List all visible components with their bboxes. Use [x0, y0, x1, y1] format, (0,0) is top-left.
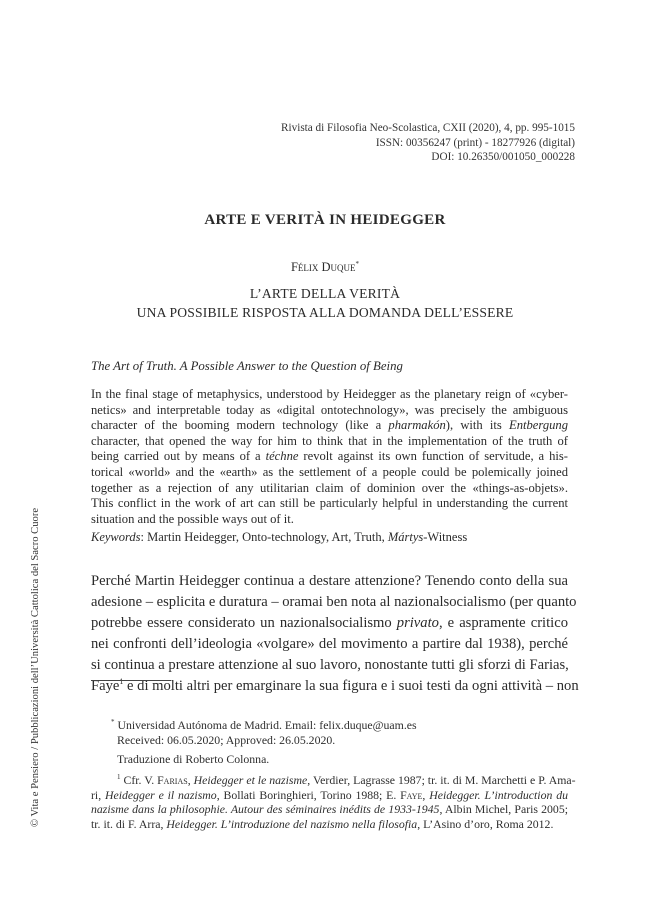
journal-header [281, 121, 575, 165]
abstract-line: torical «world» and the «earth» as the settlement of a people could be polemically joined [91, 464, 568, 479]
footnote-affiliation [111, 718, 417, 747]
body-line: potrebbe essere considerato un nazionalsocialismo privato, e aspramente critico [91, 615, 568, 631]
footnote-1-line: nazisme dans la philosophie. Autour des séminaires inédits de 1933-1945, Albin Michel, Paris 2005; [91, 802, 569, 817]
body-line: Perché Martin Heidegger continua a destare attenzione? Tenendo conto della sua [91, 573, 568, 589]
article-title: ARTE E VERITÀ IN HEIDEGGER [204, 212, 446, 228]
body-line: nei confronti dell’ideologia «volgare» del movimento a partire dal 1938), perché [91, 636, 568, 652]
body-paragraph [91, 571, 579, 697]
body-line: adesione – esplicita e duratura – oramai ben nota al nazionalsocialismo (per quanto [91, 594, 577, 610]
abstract-line: This conflict in the work of art can still be particularly helpful in understanding the current [91, 496, 568, 511]
author-name: Félix Duque [290, 260, 356, 275]
journal-citation: Rivista di Filosofia Neo-Scolastica, CXII (2020), 4, pp. 995-1015 [281, 122, 575, 134]
affiliation-mark: * [111, 718, 115, 727]
footnote-1-line: ri, Heidegger e il nazismo, Bollati Boringhieri, Torino 1988; E. Faye, Heidegger. L’introduction du [91, 787, 568, 802]
footnote-1 [91, 773, 576, 832]
article-author [0, 260, 650, 275]
footnote-translation: Traduzione di Roberto Colonna. [117, 752, 270, 766]
received-dates: Received: 06.05.2020; Approved: 26.05.2020. [117, 732, 336, 747]
footnote-1-mark: 1 [117, 773, 121, 782]
body-line: si continua a prestare attenzione al suo lavoro, nonostante tutti gli sforzi di Farias, [91, 657, 569, 673]
keywords-values: : Martin Heidegger, Onto-technology, Art, Truth, [140, 530, 388, 544]
keywords-label: Keywords [91, 530, 141, 544]
abstract-line: character, that opened the way for him to think that in the implementation of the truth of [91, 433, 568, 448]
article-subtitle-line-2: UNA POSSIBILE RISPOSTA ALLA DOMANDA DELL’ESSERE [136, 305, 514, 320]
copyright-sidebar: © Vita e Pensiero / Pubblicazioni dell’Università Cattolica del Sacro Cuore [30, 507, 41, 827]
article-subtitle-line-1: L’ARTE DELLA VERITÀ [249, 286, 401, 301]
journal-doi: DOI: 10.26350/001050_000228 [431, 151, 575, 164]
body-line: Faye$^1$ e di molti altri per emarginare la sua figura e i suoi testi da ogni attività – non [91, 677, 579, 694]
abstract-line: character of the booming modern technology (like a pharmakón), with its Entbergung [91, 418, 569, 433]
abstract-title: The Art of Truth. A Possible Answer to the Question of Being [91, 359, 403, 373]
keywords-suffix: -Witness [423, 530, 468, 544]
abstract-line: netics» and interpretable today as «digital ontotechnology», was precisely the ambiguous [91, 402, 568, 417]
abstract [91, 387, 568, 527]
abstract-line: together as a rejection of any utilitarian claim of dominion over the «things-as-objets». [91, 480, 568, 495]
footnote-1-line: Cfr. V. Farias, Heidegger et le nazisme, Verdier, Lagrasse 1987; tr. it. di M. Marchetti e P. Ama- [123, 773, 576, 787]
keywords [91, 530, 467, 545]
footnote-1-line: tr. it. di F. Arra, Heidegger. L’introduzione del nazismo nella filosofia, L’Asino d’oro, Roma 2012. [91, 817, 554, 832]
affiliation-text: Universidad Autónoma de Madrid. Email: felix.duque@uam.es [117, 718, 417, 732]
abstract-line: situation and the possible ways out of it. [91, 511, 294, 526]
author-footnote-mark: * [355, 260, 360, 268]
abstract-line: In the final stage of metaphysics, understood by Heidegger as the planetary reign of «cyber- [91, 387, 568, 401]
keywords-italic-term: Mártys [387, 530, 424, 544]
footnote-separator [91, 680, 171, 681]
abstract-line: being carried out by means of a téchne revolt against its own function of servitude, a his- [91, 449, 568, 464]
journal-issn: ISSN: 00356247 (print) - 18277926 (digital) [375, 136, 575, 149]
